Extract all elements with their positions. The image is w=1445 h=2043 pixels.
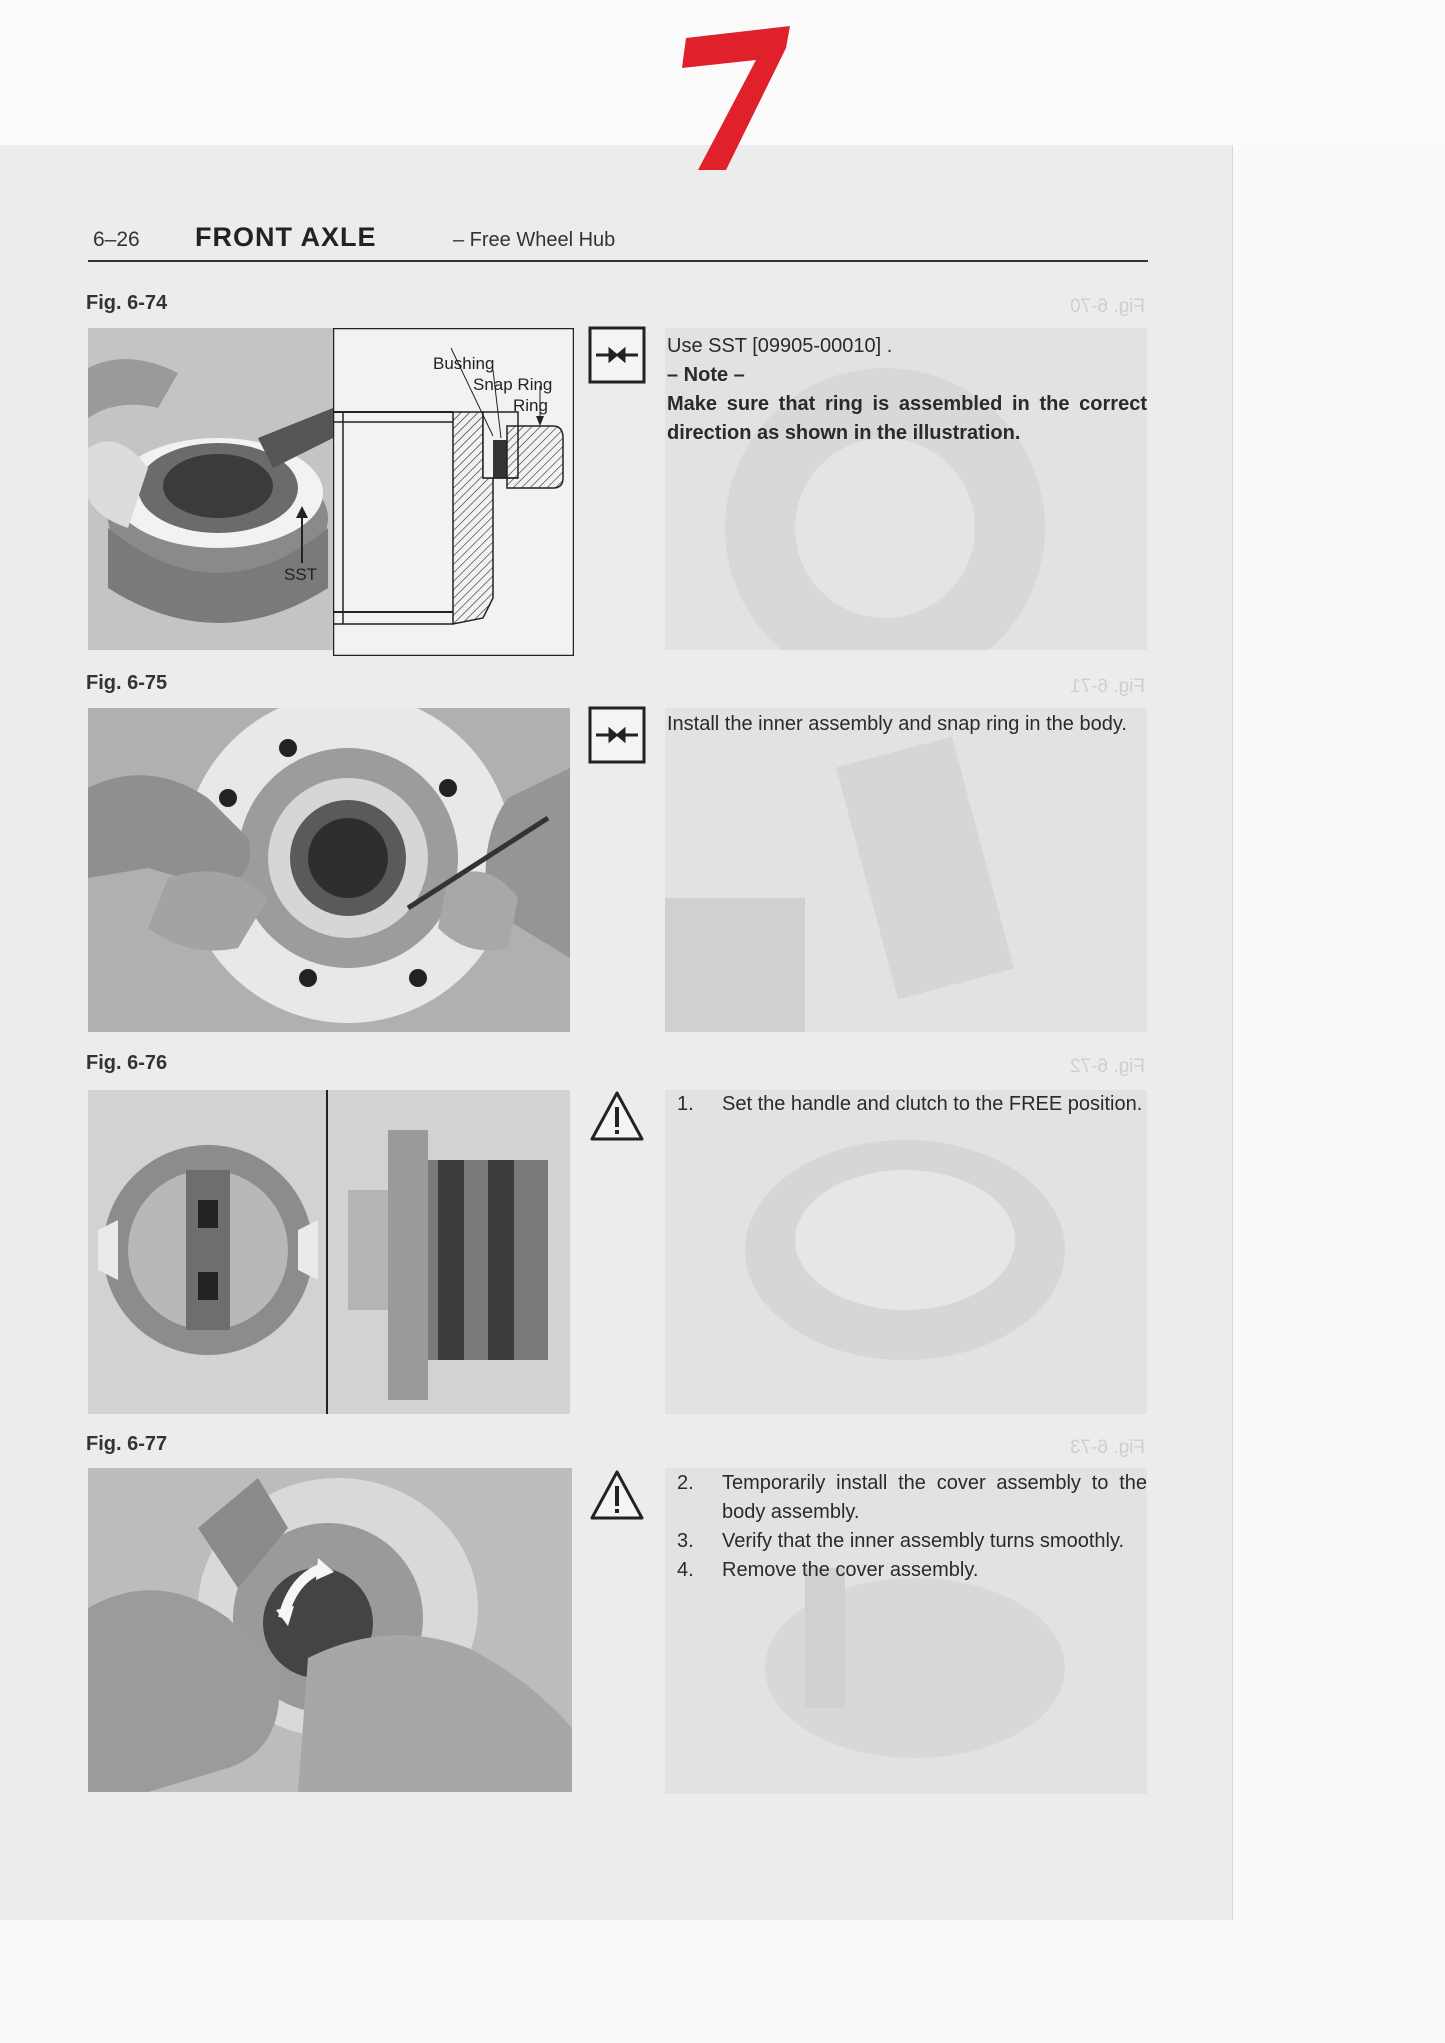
ghost-figure-label: Fig. 6-71 — [1070, 676, 1145, 697]
label-snap-ring: Snap Ring — [473, 375, 553, 394]
step-number: 3. — [677, 1530, 694, 1552]
instruction-text: Use SST [09905-00010] . — [667, 335, 893, 357]
figure-label: Fig. 6-76 — [86, 1052, 168, 1074]
section-title: FRONT AXLE — [195, 222, 377, 252]
instruction-fig-6-77 — [667, 1469, 1147, 1585]
step-number: 1. — [677, 1093, 694, 1115]
page-header — [88, 222, 1148, 262]
list-item — [667, 1469, 1147, 1527]
step-number: 2. — [677, 1472, 694, 1494]
step-text: Set the handle and clutch to the FREE position. — [722, 1093, 1143, 1115]
page-number: 6–26 — [93, 228, 140, 251]
list-item — [667, 1556, 1147, 1585]
bushing-cross-section-diagram — [333, 328, 574, 656]
list-item — [667, 1527, 1147, 1556]
figure-label: Fig. 6-77 — [86, 1433, 168, 1455]
press-fit-icon — [588, 326, 646, 384]
figure-label: Fig. 6-75 — [86, 672, 168, 694]
label-sst: SST — [284, 565, 318, 584]
photo-sst-snap-ring — [88, 328, 333, 650]
step-text: Verify that the inner assembly turns smoothly. — [722, 1530, 1125, 1552]
step-text: Remove the cover assembly. — [722, 1559, 979, 1581]
instruction-fig-6-76 — [667, 1090, 1147, 1119]
section-subtitle: – Free Wheel Hub — [453, 229, 616, 251]
ghost-figure-label: Fig. 6-70 — [1070, 296, 1145, 317]
ghost-figure-label: Fig. 6-73 — [1070, 1437, 1145, 1458]
label-ring: Ring — [513, 396, 548, 415]
caution-triangle-icon — [588, 1466, 646, 1524]
ghost-bleed-image — [665, 1090, 1147, 1414]
ghost-figure-label: Fig. 6-72 — [1070, 1056, 1145, 1077]
handwritten-page-mark — [668, 20, 798, 170]
label-bushing: Bushing — [433, 354, 495, 373]
photo-handle-clutch-free — [88, 1090, 570, 1414]
list-item — [667, 1090, 1147, 1119]
caution-triangle-icon — [588, 1087, 646, 1145]
photo-install-inner-assembly — [88, 708, 570, 1032]
step-text: Temporarily install the cover assembly to the body assembly. — [722, 1472, 1147, 1523]
press-fit-icon — [588, 706, 646, 764]
figure-label: Fig. 6-74 — [86, 292, 168, 314]
photo-cover-assembly-turn — [88, 1468, 572, 1792]
step-number: 4. — [677, 1559, 694, 1581]
note-body: Make sure that ring is assembled in the correct direction as shown in the illustration. — [667, 393, 1147, 444]
instruction-fig-6-74 — [667, 332, 1147, 448]
ghost-bleed-image — [665, 708, 1147, 1032]
instruction-fig-6-75: Install the inner assembly and snap ring in the body. — [667, 713, 1127, 735]
note-heading: – Note – — [667, 364, 745, 386]
